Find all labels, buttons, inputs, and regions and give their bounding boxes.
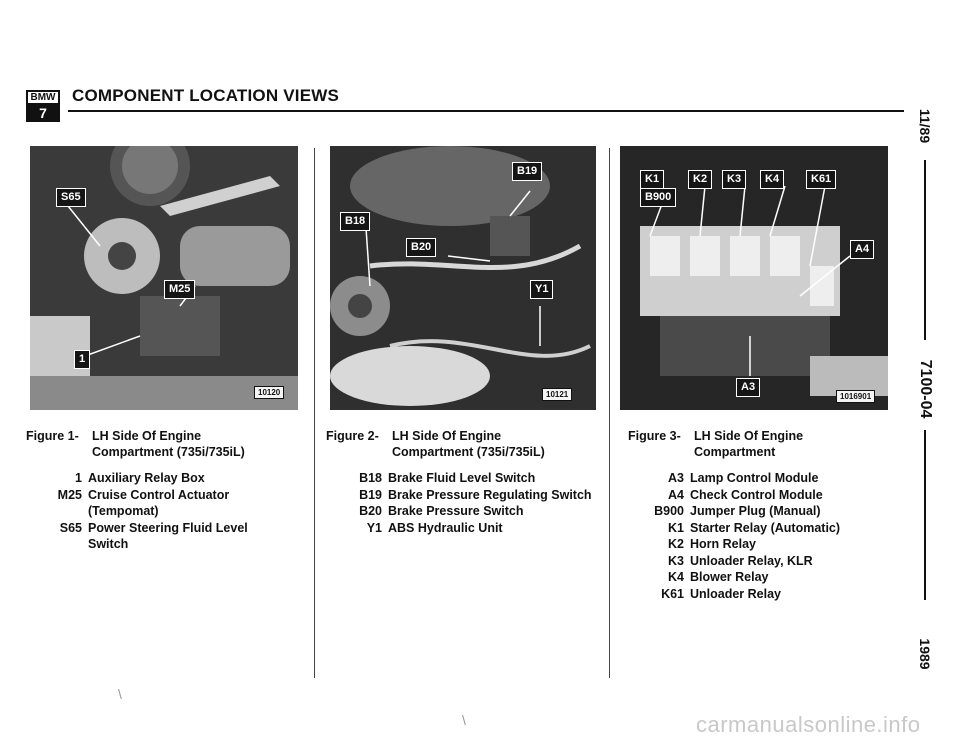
figure-2-legend xyxy=(326,470,592,536)
figure-1-caption xyxy=(26,428,245,460)
legend-row xyxy=(628,553,840,570)
side-year: 1989 xyxy=(917,638,933,670)
figure-3-caption-line1: LH Side Of Engine xyxy=(694,429,804,443)
legend-code: K4 xyxy=(668,570,684,584)
legend-text: Check Control Module xyxy=(690,487,823,502)
side-margin xyxy=(905,0,945,744)
callout-b20: B20 xyxy=(406,238,436,257)
side-rule-1 xyxy=(924,160,926,340)
legend-text: Blower Relay xyxy=(690,570,769,584)
legend-row xyxy=(326,520,592,537)
callout-k2: K2 xyxy=(688,170,712,189)
callout-k3: K3 xyxy=(722,170,746,189)
legend-text: ABS Hydraulic Unit xyxy=(388,520,503,535)
legend-text: Brake Pressure Switch xyxy=(388,504,524,518)
figure-2-photo xyxy=(330,146,596,410)
legend-code: 1 xyxy=(75,471,82,485)
photo-number-2: 10121 xyxy=(542,388,572,401)
column-divider-1 xyxy=(314,148,315,678)
legend-row xyxy=(26,487,248,504)
legend-text: Unloader Relay xyxy=(690,586,782,601)
figure-1-caption-line2: Compartment (735i/735iL) xyxy=(92,445,245,459)
legend-row xyxy=(326,470,592,487)
legend-code: B900 xyxy=(654,504,684,518)
legend-text: Power Steering Fluid Level xyxy=(88,520,248,535)
legend-code: K61 xyxy=(661,586,684,601)
legend-row xyxy=(628,520,840,537)
legend-code xyxy=(26,536,88,553)
figure-2-caption-line1: LH Side Of Engine xyxy=(392,429,502,443)
legend-code: A3 xyxy=(668,471,684,485)
watermark: carmanualsonline.info xyxy=(696,712,921,737)
logo-bottom-text: 7 xyxy=(26,105,60,122)
title-rule xyxy=(68,110,904,112)
legend-code: A4 xyxy=(668,487,684,502)
legend-code: S65 xyxy=(59,520,82,535)
legend-text: Horn Relay xyxy=(690,537,756,551)
callout-y1: Y1 xyxy=(530,280,553,299)
callout-k61: K61 xyxy=(806,170,836,189)
legend-text: Brake Fluid Level Switch xyxy=(388,471,536,485)
legend-text: Switch xyxy=(88,537,129,551)
figure-2-caption xyxy=(326,428,545,460)
side-rule-2 xyxy=(924,430,926,600)
side-section: 7100-04 xyxy=(917,359,934,419)
callout-k4: K4 xyxy=(760,170,784,189)
legend-text: Starter Relay (Automatic) xyxy=(690,520,841,535)
figure-3-caption-line2: Compartment xyxy=(694,445,776,459)
callout-a3: A3 xyxy=(736,378,760,397)
callout-a4: A4 xyxy=(850,240,874,259)
legend-text: (Tempomat) xyxy=(88,504,159,518)
legend-row xyxy=(26,536,248,553)
figure-1-label: Figure 1- xyxy=(26,429,79,443)
figure-1-photo-art xyxy=(30,146,298,410)
side-date: 11/89 xyxy=(917,108,933,144)
legend-row xyxy=(628,536,840,553)
legend-code: B18 xyxy=(359,471,382,485)
photo-number-1: 10120 xyxy=(254,386,284,399)
column-divider-2 xyxy=(609,148,610,678)
callout-b900: B900 xyxy=(640,188,676,207)
legend-row xyxy=(628,586,840,603)
legend-code: B20 xyxy=(359,504,382,518)
legend-row xyxy=(628,503,840,520)
callout-k1: K1 xyxy=(640,170,664,189)
bmw-7-logo xyxy=(26,90,60,124)
figure-1-caption-line1: LH Side Of Engine xyxy=(92,429,202,443)
legend-text: Lamp Control Module xyxy=(690,471,819,485)
legend-row xyxy=(326,487,592,504)
legend-code: K1 xyxy=(668,520,684,535)
legend-text: Cruise Control Actuator xyxy=(88,487,230,502)
figure-3-photo xyxy=(620,146,888,410)
legend-code: B19 xyxy=(359,487,382,502)
figure-1-legend xyxy=(26,470,248,553)
legend-text: Auxiliary Relay Box xyxy=(88,471,205,485)
scan-mark: \ xyxy=(118,686,122,702)
legend-text: Brake Pressure Regulating Switch xyxy=(388,487,592,502)
legend-row xyxy=(26,503,248,520)
legend-code: M25 xyxy=(57,487,82,502)
legend-row xyxy=(26,520,248,537)
legend-row xyxy=(26,470,248,487)
scan-mark: \ xyxy=(462,712,466,728)
figure-2-caption-line2: Compartment (735i/735iL) xyxy=(392,445,545,459)
legend-row xyxy=(628,569,840,586)
figure-2-photo-art xyxy=(330,146,596,410)
callout-1: 1 xyxy=(74,350,90,369)
legend-code: Y1 xyxy=(366,520,382,535)
figure-2-label: Figure 2- xyxy=(326,429,379,443)
figure-3-legend xyxy=(628,470,840,602)
legend-row xyxy=(628,487,840,504)
legend-code xyxy=(26,503,88,520)
legend-text: Jumper Plug (Manual) xyxy=(690,504,821,518)
figure-1-photo xyxy=(30,146,298,410)
legend-code: K2 xyxy=(668,537,684,551)
callout-m25: M25 xyxy=(164,280,195,299)
callout-b19: B19 xyxy=(512,162,542,181)
photo-number-3: 1016901 xyxy=(836,390,875,403)
figure-3-caption xyxy=(628,428,803,460)
callout-s65: S65 xyxy=(56,188,86,207)
figure-3-label: Figure 3- xyxy=(628,429,681,443)
page-title: COMPONENT LOCATION VIEWS xyxy=(72,86,340,105)
legend-row xyxy=(326,503,592,520)
legend-code: K3 xyxy=(668,553,684,568)
logo-top-text: BMW xyxy=(26,90,60,105)
legend-row xyxy=(628,470,840,487)
legend-text: Unloader Relay, KLR xyxy=(690,553,813,568)
callout-b18: B18 xyxy=(340,212,370,231)
